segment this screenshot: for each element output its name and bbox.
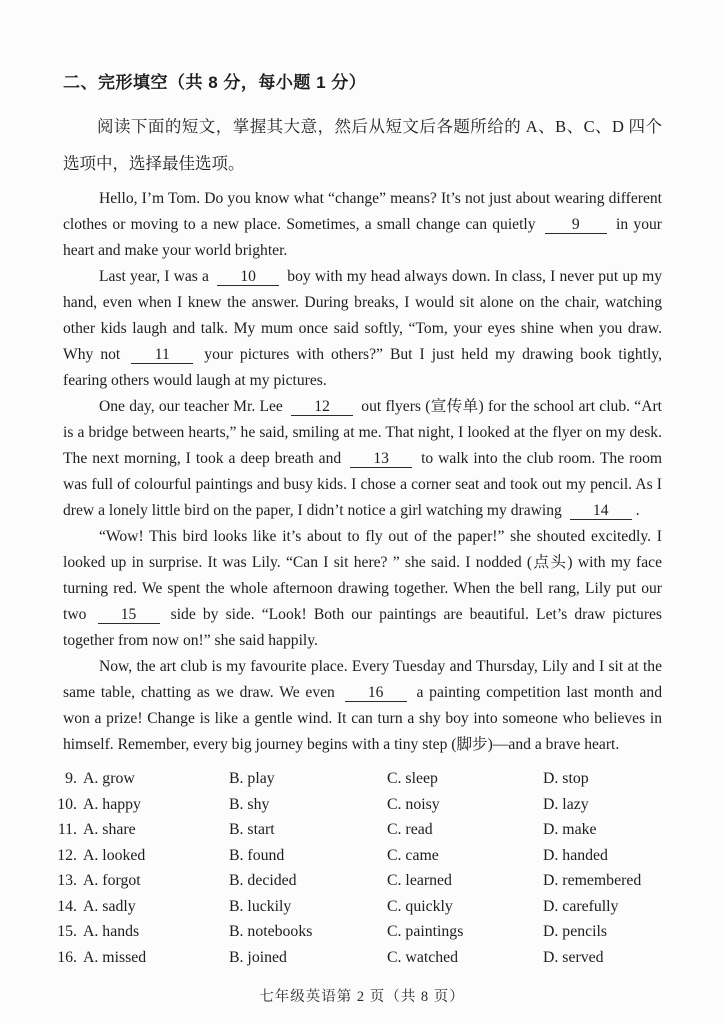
option-choice: A. grow [83,770,135,787]
section-instructions: 阅读下面的短文，掌握其大意，然后从短文后各题所给的 A、B、C、D 四个选项中，选择最佳选项。 [63,117,662,173]
option-row [57,843,662,869]
option-choice: D. make [543,821,597,838]
passage-paragraph: Now, the art club is my favourite place. Every Tuesday and Thursday, Lily and I sit at the same table, chatting as we draw. We even 16 a painting competition last month and won a prize! Change is like a gentle wind. It can turn a shy boy into someone who believes in himself. Remember, every big journey begins with a tiny step (脚步)—and a brave heart. [63,658,662,753]
option-choice: B. found [229,846,285,864]
option-row [57,792,662,818]
option-choice: C. noisy [387,795,440,813]
option-number: 12. [57,846,77,864]
option-choice: B. shy [229,795,270,813]
cloze-blank-11: 11 [131,346,193,364]
cloze-blank-10: 10 [217,268,279,286]
section-title: 二、完形填空（共 8 分，每小题 1 分） [63,73,367,92]
option-choice: B. joined [229,948,287,966]
option-choice: D. handed [543,846,608,864]
option-choice: C. watched [387,948,459,966]
option-choice: D. served [543,948,604,966]
passage-paragraph: Hello, I’m Tom. Do you know what “change” means? It’s not just about wearing different clothes or moving to a new place. Sometimes, a small change can quietly 9 in your heart and make your world brighter. [63,190,662,259]
option-row [57,817,662,843]
passage-paragraph: Last year, I was a 10 boy with my head always down. In class, I never put up my hand, even when I knew the answer. During breaks, I would sit alone on the chair, watching other kids laugh and talk. My mum once said softly, “Tom, your eyes shine when you draw. Why not 11 your pictures with others?” But I just held my drawing book tightly, fearing others would laugh at my pictures. [63,268,662,389]
option-choice: A. share [83,821,136,838]
option-choice: A. sadly [83,897,136,915]
option-choice: B. notebooks [229,923,313,940]
option-number: 13. [57,872,77,889]
option-choice: A. missed [83,948,147,966]
option-choice: C. read [387,821,433,838]
option-choice: D. remembered [543,872,642,889]
options-table [57,766,662,970]
option-choice: D. stop [543,770,589,787]
option-row [57,945,662,971]
option-choice: B. start [229,821,275,838]
option-choice: A. hands [83,923,140,940]
passage-paragraph: “Wow! This bird looks like it’s about to fly out of the paper!” she shouted excitedly. I looked up in surprise. It was Lily. “Can I sit here? ” she said. I nodded (点头) with my face turning red. We spent the whole afternoon drawing together. When the bell rang, Lily put our two 15 side by side. “Look! Both our paintings are beautiful. Let’s draw pictures together from now on!” she said happily. [63,528,662,649]
option-choice: B. play [229,770,275,787]
option-choice: A. looked [83,846,146,864]
option-choice: A. happy [83,795,141,813]
option-number: 14. [57,897,77,915]
cloze-blank-14: 14 [570,502,632,520]
option-choice: C. learned [387,872,452,889]
option-number: 16. [57,948,77,966]
cloze-blank-9: 9 [545,216,607,234]
option-number: 15. [57,923,77,940]
option-number: 9. [65,770,77,787]
page-footer: 七年级英语第 2 页（共 8 页） [259,989,465,1005]
cloze-blank-12: 12 [291,398,353,416]
option-number: 11. [57,821,77,838]
cloze-blank-15: 15 [98,606,160,624]
option-row [63,766,662,792]
option-row [57,868,662,894]
option-choice: D. carefully [543,897,619,915]
option-number: 10. [57,795,77,813]
option-choice: B. luckily [229,897,292,915]
cloze-blank-13: 13 [350,450,412,468]
option-row [57,894,662,920]
option-choice: C. came [387,846,439,864]
option-choice: C. quickly [387,897,453,915]
cloze-blank-16: 16 [345,684,407,702]
option-choice: C. sleep [387,770,438,787]
option-choice: B. decided [229,872,297,889]
option-choice: C. paintings [387,923,464,940]
option-choice: D. pencils [543,923,608,940]
option-row [57,919,662,945]
passage [63,186,662,758]
option-choice: A. forgot [83,872,141,889]
passage-paragraph: One day, our teacher Mr. Lee 12 out flyers (宣传单) for the school art club. “Art is a bridge between hearts,” he said, smiling at me. That night, I looked at the flyer on my desk. The next morning, I took a deep breath and 13 to walk into the club room. The room was full of colourful paintings and busy kids. I chose a corner seat and took out my pencil. As I drew a lonely little bird on the paper, I didn’t notice a girl watching my drawing 14 . [63,398,662,519]
option-choice: D. lazy [543,795,589,813]
